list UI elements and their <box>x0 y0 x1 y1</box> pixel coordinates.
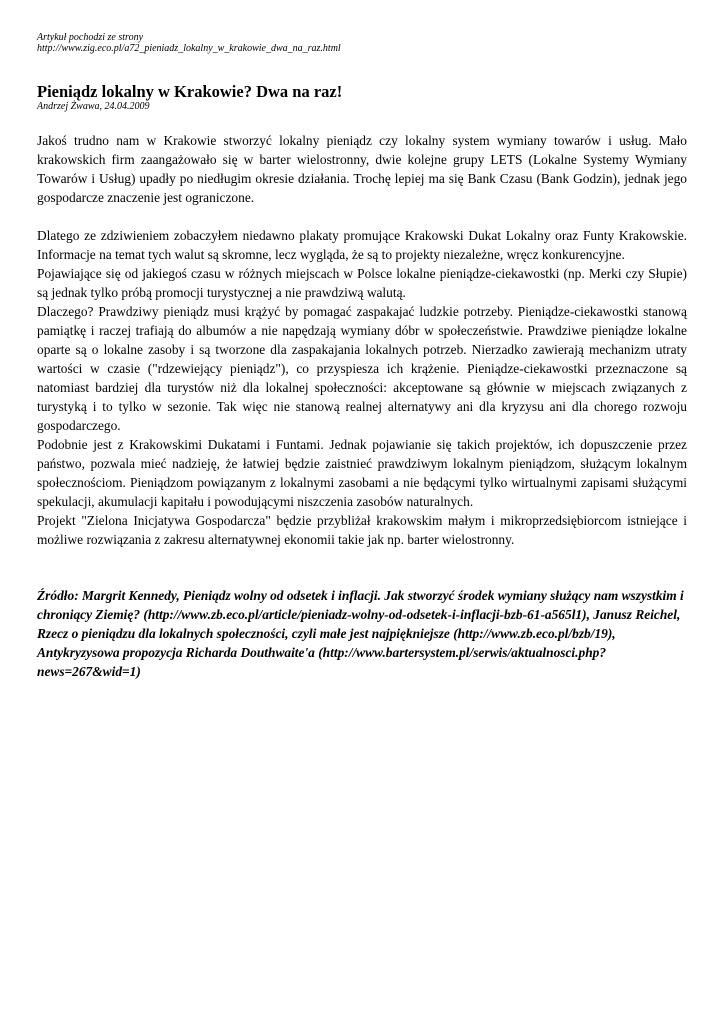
paragraph-why: Dlaczego? Prawdziwy pieniądz musi krążyć by pomagać zaspakajać ludzkie potrzeby. Pieniądze-ciekawostki stanową pamiątkę i raczej trafiają do albumów a nie napędzają wymiany dóbr w społeczeństwie. Prawdziwe pieniądze lokalne oparte są o lokalne zasoby i są tworzone dla zaspakajania lokalnych potrzeb. Nierzadko zawierają mechanizm utraty wartości w czasie ("rdzewiejący pieniądz"), co przyspiesza ich krążenie. Pieniądze-ciekawostki przeznaczone są natomiast bardziej dla turystów niż dla lokalnej społeczności: akceptowane są głównie w miejscach związanych z turystyką i to tylko w sezonie. Tak więc nie stanową realnej alternatywy ani dla kryzysu ani dla chorego rozwoju gospodarczego. <box>37 304 687 433</box>
paragraph-ducats: Podobnie jest z Krakowskimi Dukatami i Funtami. Jednak pojawianie się takich projektów, ich dopuszczenie przez państwo, pozwala mieć nadzieję, że łatwiej będzie zaistnieć prawdziwym lokalnym pieniądzom, służącym lokalnym społecznościom. Pieniądzom powiązanym z lokalnymi zasobami a nie będącymi tylko wirtualnymi zapisami służącymi spekulacji, akumulacji kapitału i powodującymi niszczenia zasobów naturalnych. <box>37 437 687 509</box>
article-body <box>37 131 687 549</box>
article-title: Pieniądz lokalny w Krakowie? Dwa na raz! <box>37 82 343 101</box>
paragraph-curiosities: Pojawiające się od jakiegoś czasu w różnych miejscach w Polsce lokalne pieniądze-ciekawostki (np. Merki czy Słupie) są jednak tylko próbą promocji turystycznej a nie prawdziwą walutą. <box>37 266 687 300</box>
paragraph-gap <box>37 207 687 226</box>
paragraph-project: Projekt "Zielona Inicjatywa Gospodarcza" będzie przybliżał krakowskim małym i mikroprzedsiębiorcom istniejące i możliwe rozwiązania z zakresu alternatywnej ekonomii takie jak np. barter wielostronny. <box>37 513 687 547</box>
source-header-url: http://www.zig.eco.pl/a72_pieniadz_lokalny_w_krakowie_dwa_na_raz.html <box>37 43 341 54</box>
source-header-label: Artykuł pochodzi ze strony <box>37 32 144 43</box>
document-page <box>37 32 687 681</box>
paragraph-posters: Dlatego ze zdziwieniem zobaczyłem niedawno plakaty promujące Krakowski Dukat Lokalny oraz Funty Krakowskie. Informacje na temat tych walut są skromne, lecz wygląda, że są to projekty niezależne, wręcz konkurencyjne. <box>37 228 687 262</box>
article-byline: Andrzej Żwawa, 24.04.2009 <box>37 101 150 112</box>
article-sources: Źródło: Margrit Kennedy, Pieniądz wolny od odsetek i inflacji. Jak stworzyć środek wymiany służący nam wszystkim i chroniący Ziemię? (http://www.zb.eco.pl/article/pieniadz-wolny-od-odsetek-i-inflacji-bzb-61-a565l1), Janusz Reichel, Rzecz o pieniądzu dla lokalnych społeczności, czyli małe jest najpiękniejsze (http://www.zb.eco.pl/bzb/19), Antykryzysowa propozycja Richarda Douthwaite'a (http://www.bartersystem.pl/serwis/aktualnosci.php?news=267&wid=1) <box>37 588 684 679</box>
paragraph-intro: Jakoś trudno nam w Krakowie stworzyć lokalny pieniądz czy lokalny system wymiany towarów i usług. Mało krakowskich firm zaangażowało się w barter wielostronny, dwie kolejne grupy LETS (Lokalne Systemy Wymiany Towarów i Usług) upadły po niedługim okresie działania. Trochę lepiej ma się Bank Czasu (Bank Godzin), jednak jego gospodarcze znaczenie jest ograniczone. <box>37 133 687 205</box>
source-header <box>37 32 687 54</box>
